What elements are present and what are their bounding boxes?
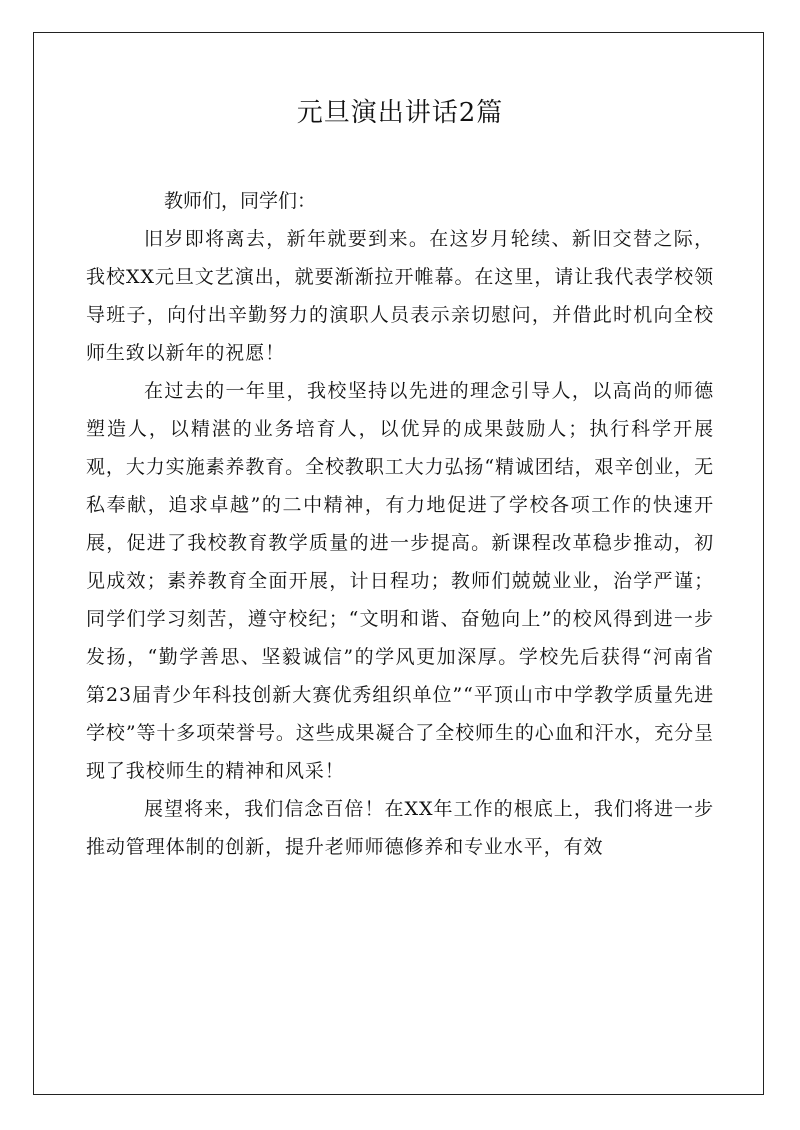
paragraph-2: 在过去的一年里，我校坚持以先进的理念引导人，以高尚的师德塑造人，以精湛的业务培育人，以优异的成果鼓励人；执行科学开展观，大力实施素养教育。全校教职工大力弘扬“精诚团结，艰辛创业，无私奉献，追求卓越”的二中精神，有力地促进了学校各项工作的快速开展，促进了我校教育教学质量的进一步提高。新课程改革稳步推动，初见成效；素养教育全面开展，计日程功；教师们兢兢业业，治学严谨；同学们学习刻苦，遵守校纪；“文明和谐、奋勉向上”的校风得到进一步发扬，“勤学善思、坚毅诚信”的学风更加深厚。学校先后获得“河南省第23届青少年科技创新大赛优秀组织单位”“平顶山市中学教学质量先进学校”等十多项荣誉号。这些成果凝合了全校师生的心血和汗水，充分呈现了我校师生的精神和风采！ xyxy=(86,380,714,782)
document-title: 元旦演出讲话2篇 xyxy=(296,98,504,128)
document-body xyxy=(86,182,714,866)
salutation: 教师们，同学们： xyxy=(164,190,317,212)
paragraph-1: 旧岁即将离去，新年就要到来。在这岁月轮续、新旧交替之际，我校XX元旦文艺演出，就要渐渐拉开帷幕。在这里，请让我代表学校领导班子，向付出辛勤努力的演职人员表示亲切慰问，并借此时机向全校师生致以新年的祝愿！ xyxy=(86,228,714,364)
paragraph-3: 展望将来，我们信念百倍！在XX年工作的根底上，我们将进一步推动管理体制的创新，提升老师师德修养和专业水平，有效 xyxy=(86,798,714,858)
